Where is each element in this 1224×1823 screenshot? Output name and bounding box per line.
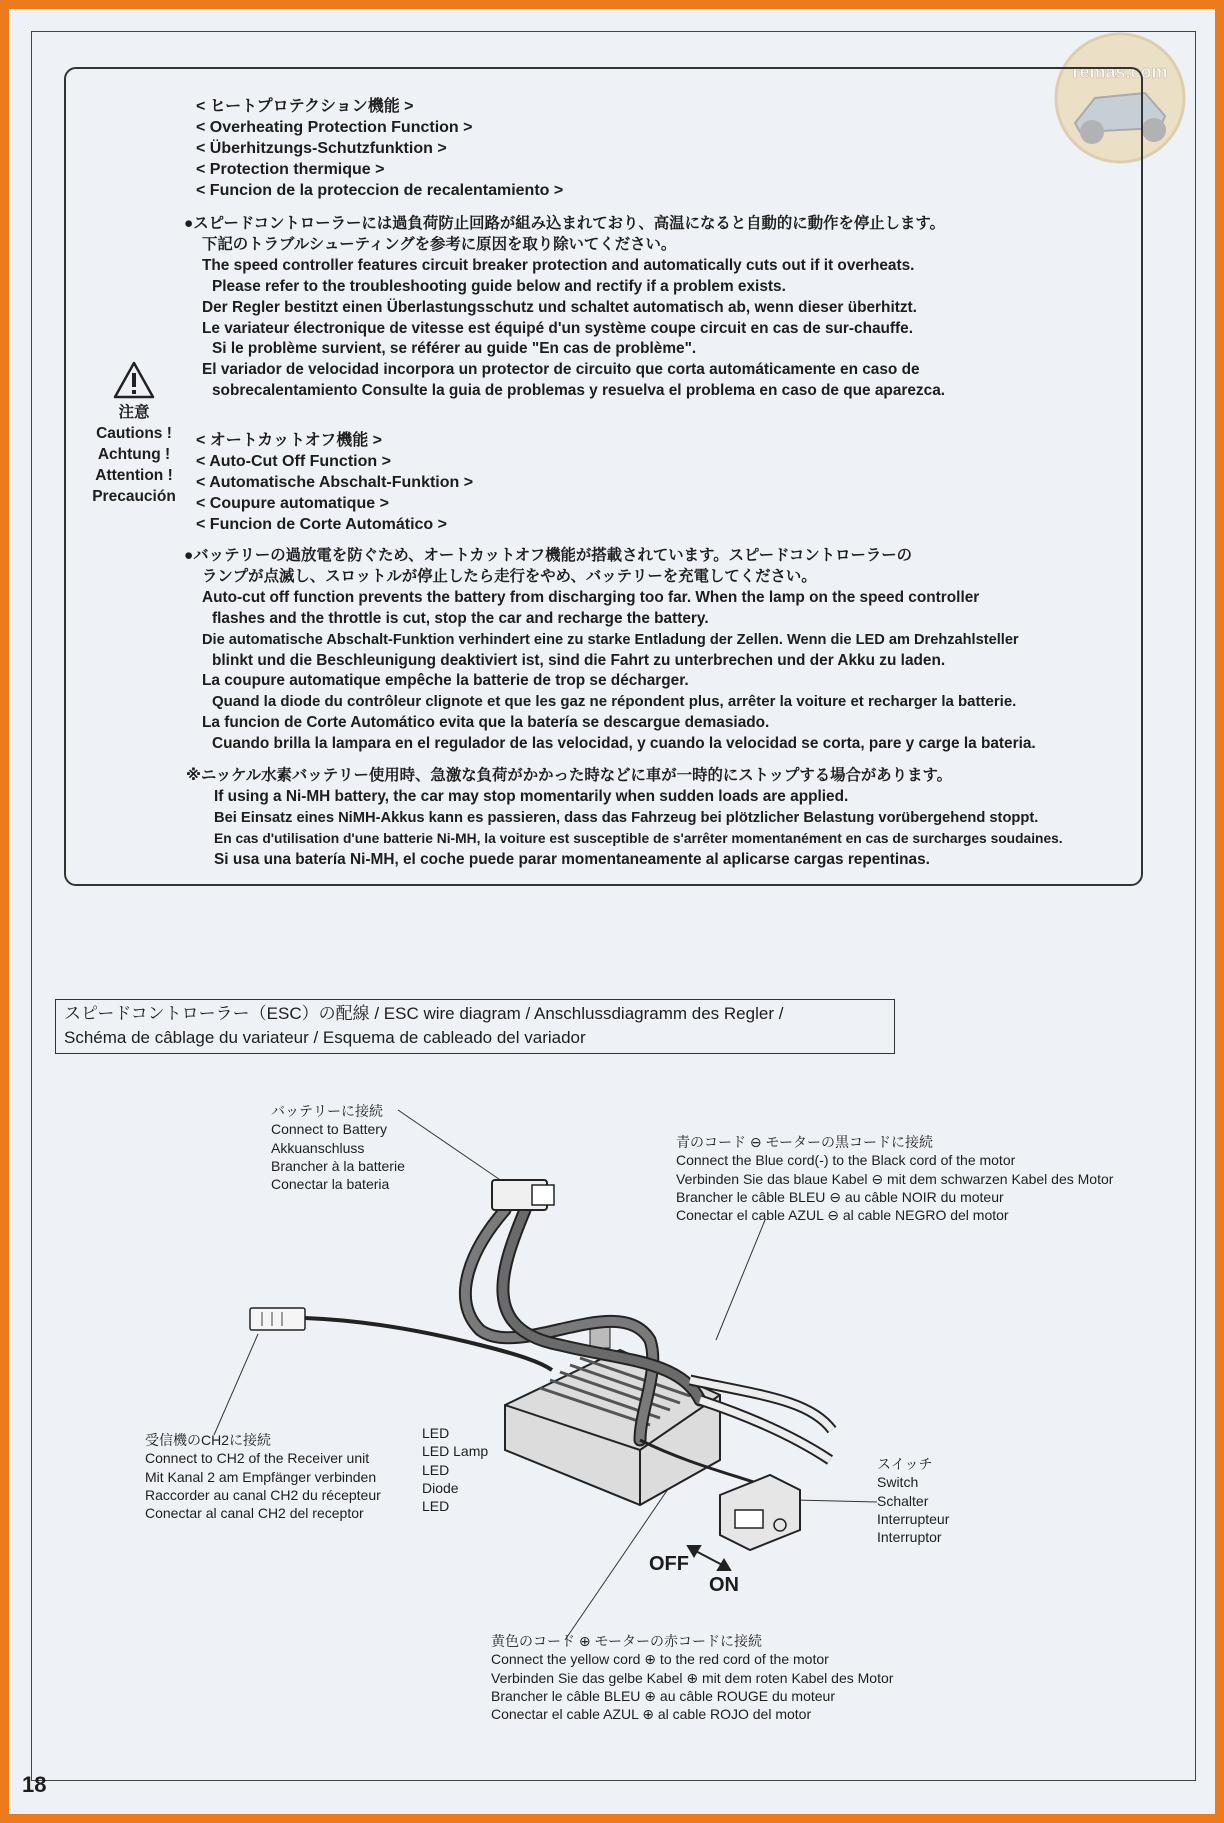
battery-label — [271, 1102, 405, 1193]
label-line: Raccorder au canal CH2 du récepteur — [145, 1486, 381, 1503]
label-line: バッテリーに接続 — [271, 1103, 383, 1119]
label-line: Conectar al canal CH2 del receptor — [145, 1505, 364, 1522]
label-line: Verbinden Sie das blaue Kabel ⊖ mit dem schwarzen Kabel des Motor — [676, 1170, 1114, 1187]
label-line: LED — [422, 1461, 450, 1478]
label-line: Brancher le câble BLEU ⊕ au câble ROUGE du moteur — [491, 1687, 836, 1704]
label-line: スイッチ — [877, 1456, 933, 1472]
label-line: LED — [422, 1425, 450, 1441]
section-heading: < Protection thermique > — [196, 161, 385, 178]
esc-body — [505, 1320, 720, 1505]
body-line: Si le problème survient, se référer au guide "En cas de problème". — [212, 340, 697, 358]
page-number: 18 — [22, 1772, 47, 1797]
section-heading: < Overheating Protection Function > — [196, 119, 473, 136]
label-line: Conectar el cable AZUL ⊕ al cable ROJO del motor — [491, 1706, 812, 1723]
label-line: 黄色のコード ⊕ モーターの赤コードに接続 — [491, 1633, 762, 1649]
label-line: Interrupteur — [877, 1510, 950, 1527]
section-heading: < オートカットオフ機能 > — [196, 432, 382, 449]
section-heading: < Coupure automatique > — [196, 495, 389, 512]
label-line: Connect the yellow cord ⊕ to the red cord of the motor — [491, 1651, 829, 1668]
body-line: ランプが点滅し、スロットルが停止したら走行をやめ、バッテリーを充電してください。 — [202, 567, 817, 585]
body-line: The speed controller features circuit breaker protection and automatically cuts out if it overheats. — [202, 256, 915, 274]
title-line: スピードコントローラー（ESC）の配線 / ESC wire diagram / Anschlussdiagramm des Regler / — [64, 1004, 784, 1023]
body-line: flashes and the throttle is cut, stop the car and recharge the battery. — [212, 609, 709, 627]
switch-label — [877, 1455, 949, 1546]
label-line: Brancher à la batterie — [271, 1157, 405, 1174]
section-heading: < ヒートプロテクション機能 > — [196, 98, 414, 115]
body-line: Cuando brilla la lampara en el regulador de las velocidad, y cuando la velocidad se corta, pare y carge la bateria. — [212, 735, 1036, 753]
body-line: Quand la diode du contrôleur clignote et que les gaz ne répondent plus, arrêter la voiture et recharger la batterie. — [212, 693, 1017, 711]
section-heading: < Überhitzungs-Schutzfunktion > — [196, 140, 447, 157]
warning-label: Cautions ! — [96, 425, 172, 442]
warning-label: Attention ! — [95, 467, 173, 484]
body-line: blinkt und die Beschleunigung deaktiviert ist, sind die Fahrt zu unterbrechen und der Akku zu laden. — [212, 651, 946, 669]
body-line: ●バッテリーの過放電を防ぐため、オートカットオフ機能が搭載されています。スピードコントローラーの — [184, 547, 913, 564]
label-line: Conectar el cable AZUL ⊖ al cable NEGRO del motor — [676, 1207, 1009, 1224]
yellow-cord-label — [491, 1632, 893, 1723]
on-label: ON — [709, 1574, 739, 1596]
warning-label: 注意 — [118, 404, 150, 421]
body-line: El variador de velocidad incorpora un protector de circuito que corta automáticamente en caso de — [202, 361, 920, 379]
section-heading: < Auto-Cut Off Function > — [196, 453, 391, 470]
body-line: La funcion de Corte Automático evita que la batería se descargue demasiado. — [202, 714, 770, 732]
title-line: Schéma de câblage du variateur / Esquema de cableado del variador — [64, 1028, 586, 1047]
label-line: Connect to Battery — [271, 1121, 387, 1138]
label-line: Verbinden Sie das gelbe Kabel ⊕ mit dem roten Kabel des Motor — [491, 1669, 894, 1686]
warning-label: Achtung ! — [97, 446, 171, 463]
switch-icon — [720, 1475, 800, 1550]
section-heading: < Funcion de Corte Automático > — [196, 516, 447, 533]
label-line: 受信機のCH2に接続 — [145, 1432, 272, 1448]
label-line: Schalter — [877, 1492, 929, 1509]
off-on-arrow-icon — [688, 1546, 730, 1570]
label-line: LED Lamp — [422, 1443, 489, 1460]
body-line: 下記のトラブルシューティングを参考に原因を取り除いてください。 — [202, 235, 677, 253]
receiver-label — [145, 1431, 381, 1522]
body-line: La coupure automatique empêche la batterie de trop se décharger. — [202, 672, 689, 690]
label-line: Connect to CH2 of the Receiver unit — [145, 1450, 370, 1467]
label-line: Connect the Blue cord(-) to the Black cord of the motor — [676, 1152, 1016, 1169]
label-line: Akkuanschluss — [271, 1139, 365, 1156]
body-line: If using a Ni-MH battery, the car may stop momentarily when sudden loads are applied. — [214, 787, 849, 805]
warning-label: Precaución — [92, 488, 176, 505]
body-line: Please refer to the troubleshooting guide below and rectify if a problem exists. — [212, 277, 786, 295]
body-line: ※ニッケル水素バッテリー使用時、急激な負荷がかかった時などに車が一時的にストップする場合があります。 — [186, 767, 953, 784]
label-line: Switch — [877, 1474, 919, 1491]
label-line: LED — [422, 1498, 450, 1515]
label-line: Interruptor — [877, 1529, 942, 1546]
body-line: ●スピードコントローラーには過負荷防止回路が組み込まれており、高温になると自動的に動作を停止します。 — [184, 215, 945, 232]
blue-cord-label — [676, 1133, 1113, 1224]
label-line: 青のコード ⊖ モーターの黒コードに接続 — [676, 1134, 933, 1150]
label-line: Mit Kanal 2 am Empfänger verbinden — [145, 1468, 377, 1485]
led-label — [422, 1424, 488, 1515]
label-line: Brancher le câble BLEU ⊖ au câble NOIR du moteur — [676, 1188, 1004, 1205]
body-line: Der Regler bestitzt einen Überlastungsschutz und schaltet automatisch ab, wenn dieser überhitzt. — [202, 298, 917, 316]
body-line: Die automatische Abschalt-Funktion verhindert eine zu starke Entladung der Zellen. Wenn die LED am Drehzahlsteller — [202, 631, 1019, 648]
body-line: sobrecalentamiento Consulte la guia de problemas y resuelva el problema en caso de que aparezca. — [212, 382, 946, 400]
body-line: Auto-cut off function prevents the battery from discharging too far. When the lamp on the speed controller — [202, 588, 980, 606]
label-line: Conectar la bateria — [271, 1176, 390, 1193]
off-label: OFF — [649, 1553, 689, 1575]
section-heading: < Automatische Abschalt-Funktion > — [196, 474, 474, 491]
battery-connector — [492, 1180, 554, 1210]
section-heading: < Funcion de la proteccion de recalentamiento > — [196, 182, 564, 199]
body-line: Si usa una batería Ni-MH, el coche puede parar momentaneamente al aplicarse cargas repentinas. — [214, 850, 930, 868]
body-line: Le variateur électronique de vitesse est équipé d'un système coupe circuit en cas de sur-chauffe. — [202, 319, 914, 337]
body-line: Bei Einsatz eines NiMH-Akkus kann es passieren, dass das Fahrzeug bei plötzlicher Belastung vorübergehend stoppt. — [214, 809, 1039, 826]
label-line: Diode — [422, 1479, 459, 1496]
body-line: En cas d'utilisation d'une batterie Ni-MH, la voiture est susceptible de s'arrêter momentanément en cas de surcharges soudaines. — [214, 830, 1063, 846]
watermark-text: remas.com — [1072, 62, 1168, 82]
